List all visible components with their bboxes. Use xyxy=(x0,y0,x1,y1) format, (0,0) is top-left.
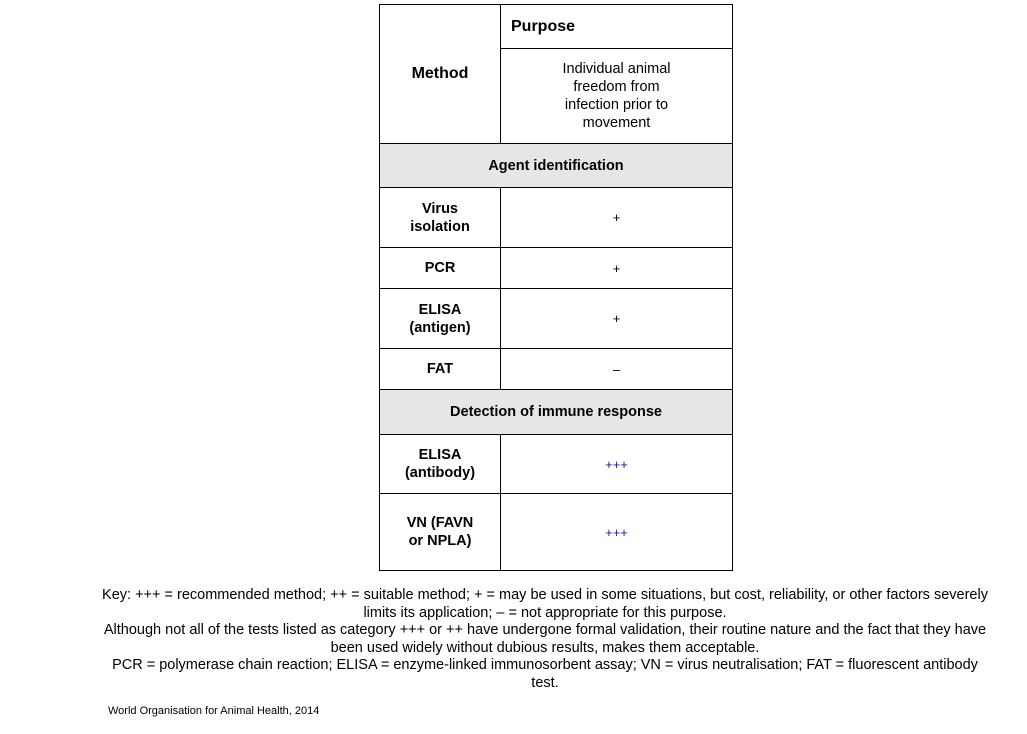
value-cell-elisa-antibody: +++ xyxy=(501,435,733,494)
key-abbreviations: PCR = polymerase chain reaction; ELISA = enzyme-linked immunosorbent assay; VN = virus neutralisation; FAT = fluorescent antibody test. xyxy=(112,657,978,691)
method-cell-virus-isolation xyxy=(380,188,501,248)
method-cell-vn xyxy=(380,494,501,571)
footer-copyright: World Organisation for Animal Health, 2014 xyxy=(108,705,320,717)
table-row xyxy=(380,289,733,349)
table-key xyxy=(100,587,990,692)
method-header: Method xyxy=(380,5,501,144)
table-row xyxy=(380,188,733,248)
method-cell-elisa-antibody xyxy=(380,435,501,494)
value-cell-vn: +++ xyxy=(501,494,733,571)
method-cell-fat: FAT xyxy=(380,349,501,390)
method-label: VN (FAVN or NPLA) xyxy=(406,515,474,549)
value-cell-pcr: + xyxy=(501,248,733,289)
section-row xyxy=(380,390,733,435)
method-cell-pcr: PCR xyxy=(380,248,501,289)
section-title-agent-identification: Agent identification xyxy=(380,144,733,188)
value-cell-elisa-antigen: + xyxy=(501,289,733,349)
method-label: ELISA (antibody) xyxy=(404,447,476,481)
table-row xyxy=(380,248,733,289)
key-legend: Key: +++ = recommended method; ++ = suitable method; + = may be used in some situations, but cost, reliability, or other factors severely limits its application; – = not appropriate for this purpose. xyxy=(102,587,988,621)
key-validation-note: Although not all of the tests listed as category +++ or ++ have undergone formal validation, their routine nature and the fact that they have been used widely without dubious results, makes them acceptable. xyxy=(103,622,987,656)
test-methods-table xyxy=(379,4,733,571)
value-cell-virus-isolation: + xyxy=(501,188,733,248)
table-row xyxy=(380,435,733,494)
section-title-immune-response: Detection of immune response xyxy=(380,390,733,435)
table-row xyxy=(380,494,733,571)
table-row xyxy=(380,349,733,390)
purpose-description-text: Individual animal freedom from infection prior to movement xyxy=(562,61,671,131)
method-label: Virus isolation xyxy=(410,200,470,235)
purpose-header: Purpose xyxy=(501,5,733,49)
value-cell-fat: – xyxy=(501,349,733,390)
purpose-description xyxy=(501,49,733,144)
section-row xyxy=(380,144,733,188)
method-label: ELISA (antigen) xyxy=(409,301,471,336)
method-cell-elisa-antigen xyxy=(380,289,501,349)
